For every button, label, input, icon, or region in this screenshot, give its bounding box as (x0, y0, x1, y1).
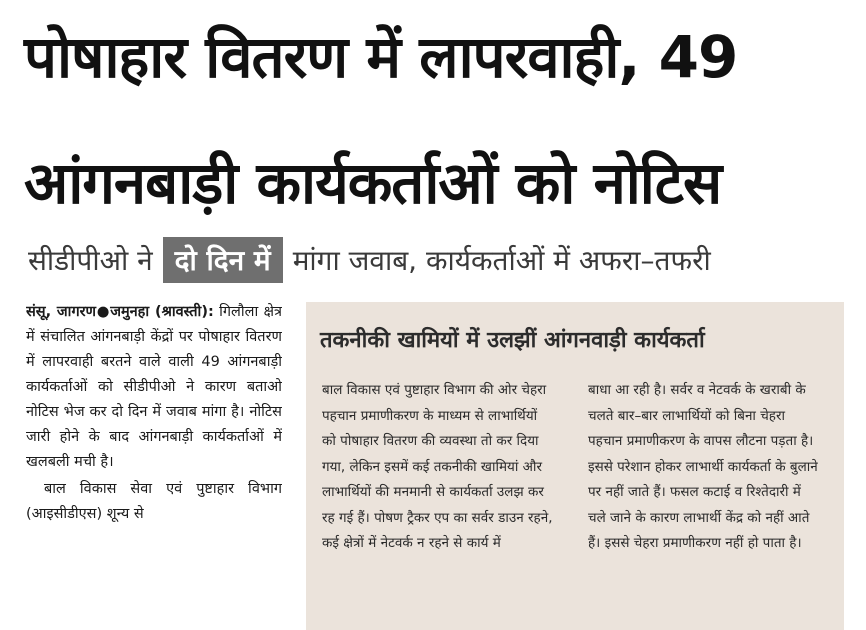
article-column (26, 300, 282, 630)
subheadline-before: सीडीपीओ ने (28, 244, 153, 277)
article-paragraph-2: बाल विकास सेवा एवं पुष्टाहार विभाग (आइसीडीएस) शून्य से (26, 481, 282, 522)
sidebar-box-column-2: बाधा आ रही है। सर्वर व नेटवर्क के खराबी के चलते बार–बार लाभार्थियों को बिना चेहरा पहचान प्रमाणीकरण के वापस लौटना पड़ता है। इससे परेशान होकर लाभार्थी कार्यकर्ता के बुलाने पर नहीं जाते हैं। फसल कटाई व रिश्तेदारी में चले जाने के कारण लाभार्थी केंद्र को नहीं आते हैं। इससे चेहरा प्रमाणीकरण नहीं हो पाता है। (588, 382, 818, 551)
sidebar-box (306, 302, 844, 630)
article-paragraph-1 (26, 300, 282, 475)
sidebar-box-title: तकनीकी खामियों में उलझीं आंगनवाड़ी कार्यकर्ता (320, 328, 705, 353)
dateline-bullet-icon: ● (96, 304, 111, 320)
sidebar-box-column-1: बाल विकास एवं पुष्टाहार विभाग की ओर चेहरा पहचान प्रमाणीकरण के माध्यम से लाभार्थियों को पोषाहार वितरण की व्यवस्था तो कर दिया गया, लेकिन इसमें कई तकनीकी खामियां और लाभार्थियों की मनमानी से कार्यकर्ता उलझ कर रह गई हैं। पोषण ट्रैकर एप का सर्वर डाउन रहने, कई क्षेत्रों में नेटवर्क न रहने से कार्य में (322, 382, 553, 551)
subheadline-after: मांगा जवाब, कार्यकर्ताओं में अफरा–तफरी (292, 244, 711, 277)
headline-line-2: आंगनबाड़ी कार्यकर्ताओं को नोटिस (24, 149, 722, 217)
dateline-place: जमुनहा (श्रावस्ती): (110, 304, 214, 320)
headline-line-1: पोषाहार वितरण में लापरवाही, 49 (24, 23, 738, 91)
article-paragraph-1-text: गिलौला क्षेत्र में संचालित आंगनबाड़ी केंद्रों पर पोषाहार वितरण में लापरवाही बरतने वाले वाली 49 आंगनबाड़ी कार्यकर्ताओं को सीडीपीओ ने कारण बताओ नोटिस भेज कर दो दिन में जवाब मांगा है। नोटिस जारी होने के बाद आंगनबाड़ी कार्यकर्ताओं में खलबली मची है। (26, 304, 282, 470)
subheadline (28, 232, 711, 288)
dateline-source: संसू, जागरण (26, 304, 97, 320)
subheadline-highlight: दो दिन में (163, 237, 283, 283)
